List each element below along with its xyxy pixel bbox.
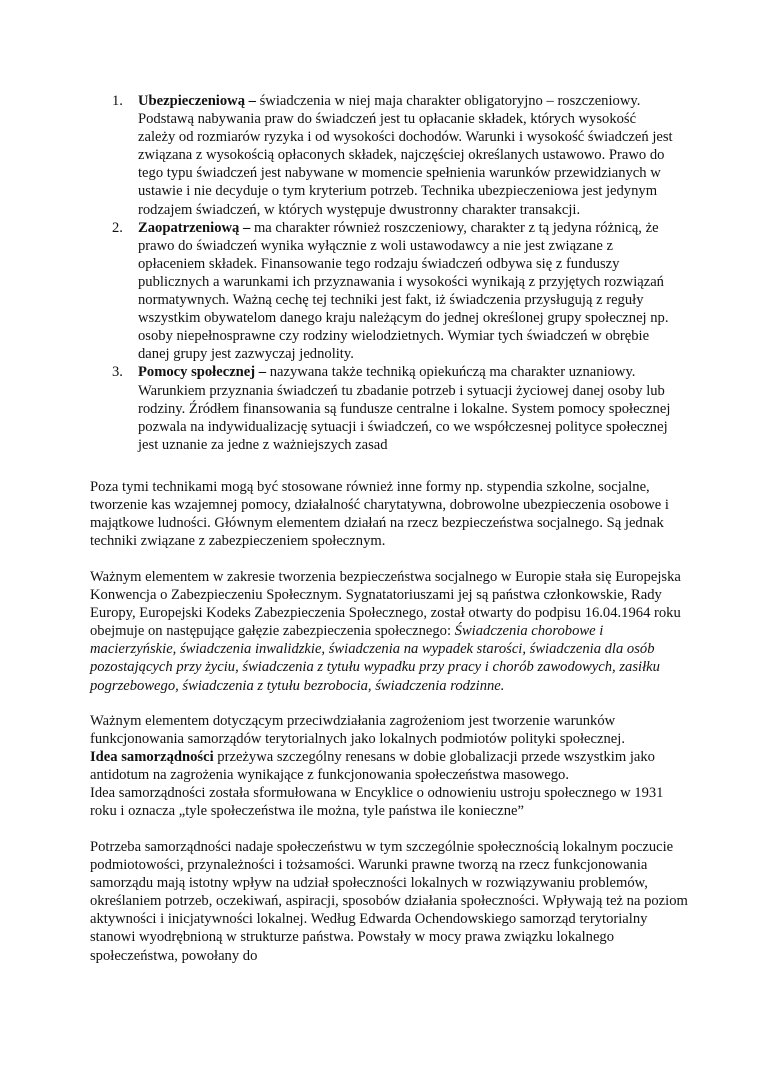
list-item-number: 3. [112,364,123,381]
paragraph-encyclical: Idea samorządności została sformułowana w Encyklice o odnowieniu ustroju społecznego w 1931 roku i oznacza „tyle społeczeństwa ile można, tyle państwa ile konieczne” [90,785,664,820]
list-item [90,219,675,364]
list-item-number: 2. [112,219,123,236]
list-item [90,92,675,219]
techniques-list [90,92,675,454]
idea-term: Idea samorządności [90,749,214,765]
list-item-term: Ubezpieczeniową – [138,93,256,109]
convention-text: Ważnym elementem w zakresie tworzenia bezpieczeństwa socjalnego w Europie stała się Europejska Konwencja o Zabezpieczeniu Społecznym. Sygnatatoriuszami jej są państwa członkowskie, Rady Europy, Europejski Kodeks Zabezpieczenia Społecznego, został otwarty do podpisu 16.04.1964 roku obejmuje on następujące gałęzie zabezpieczenia społecznego: [90,569,681,640]
paragraph-conditions: Ważnym elementem dotyczącym przeciwdziałania zagrożeniom jest tworzenie warunków funkcjonowania samorządów terytorialnych jako lokalnych podmiotów polityki społecznej. [90,713,625,748]
list-item [90,363,675,453]
list-item-number: 1. [112,93,123,109]
list-item-term: Pomocy społecznej – [138,364,267,381]
paragraph-need: Potrzeba samorządności nadaje społeczeństwu w tym szczególnie społecznością lokalnym poczucie podmiotowości, przynależności i tożsamości. Warunki prawne tworzą na rzecz funkcjonowania samorządu mają istotny wpływ na udział społeczności lokalnych w rozwiązywaniu problemów, określaniem potrzeb, oczekiwań, aspiracji, sposobów działania społeczności. Wpływają też na poziom aktywności i inicjatywności lokalnej. Według Edwarda Ochendowskiego samorząd terytorialny stanowi wyodrębnioną w strukturze państwa. Powstały w mocy prawa związku lokalnego społeczeństwa, powołany do [90,839,688,964]
list-item-text: świadczenia w niej maja charakter obligatoryjno – roszczeniowy. Podstawą nabywania praw do świadczeń jest tu opłacanie składek, których wysokość zależy od rozmiarów ryzyka i od wysokości dochodów. Warunki i wysokość świadczeń jest związana z wysokością opłaconych składek, najczęściej określanych ustawowo. Prawo do tego typu świadczeń jest nabywane w momencie spełnienia warunków przewidzianych w ustawie i nie decyduje o tym kryterium potrzeb. Technika ubezpieczeniowa jest jedynym rodzajem świadczeń, w których występuje dwustronny charakter transakcji. [138,93,673,218]
paragraph-other-forms: Poza tymi technikami mogą być stosowane również inne formy np. stypendia szkolne, socjalne, tworzenie kas wzajemnej pomocy, działalność charytatywna, dobrowolne ubezpieczenia osobowe i majątkowe ludności. Głównym elementem działań na rzecz bezpieczeństwa socjalnego. Są jednak techniki związane z zabezpieczeniem społecznym. [90,479,669,550]
list-item-text: ma charakter również roszczeniowy, charakter z tą jedyna różnicą, że prawo do świadczeń wynika wyłącznie z woli ustawodawcy a nie jest związane z opłaceniem składek. Finansowanie tego rodzaju świadczeń odbywa się z funduszy publicznych a warunkami ich przyznawania i wysokości wynikają z przyjętych rozwiązań normatywnych. Ważną cechę tej techniki jest fakt, iż świadczenia przysługują z reguły wszystkim obywatelom danego kraju należącym do jednej określonej grupy społecznej np. osoby niepełnosprawne czy rodziny wielodzietnych. Wymiar tych świadczeń w obrębie danej grupy jest zazwyczaj jednolity. [138,219,669,363]
paragraph-convention [90,568,690,695]
idea-text: przeżywa szczególny renesans w dobie globalizacji przede wszystkim jako antidotum na zagrożenia wynikające z funkcjonowania społeczeństwa masowego. [90,749,655,784]
paragraph-idea [90,748,690,784]
list-item-text: nazywana także techniką opiekuńczą ma charakter uznaniowy. Warunkiem przyznania świadczeń tu zbadanie potrzeb i sytuacji życiowej danej osoby lub rodziny. Źródłem finansowania są fundusze centralne i lokalne. System pomocy społecznej pozwala na indywidualizację sytuacji i świadczeń, co we współczesnej polityce społecznej jest uznanie za jedne z ważniejszych zasad [138,364,671,453]
convention-benefits-list: Świadczenia chorobowe i macierzyńskie, świadczenia inwalidzkie, świadczenia na wypadek starości, świadczenia dla osób pozostających przy życiu, świadczenia z tytułu wypadku przy pracy i chorób zawodowych, zasiłku pogrzebowego, świadczenia z tytułu bezrobocia, świadczenia rodzinne. [90,623,660,694]
list-item-term: Zaopatrzeniową – [138,219,251,236]
